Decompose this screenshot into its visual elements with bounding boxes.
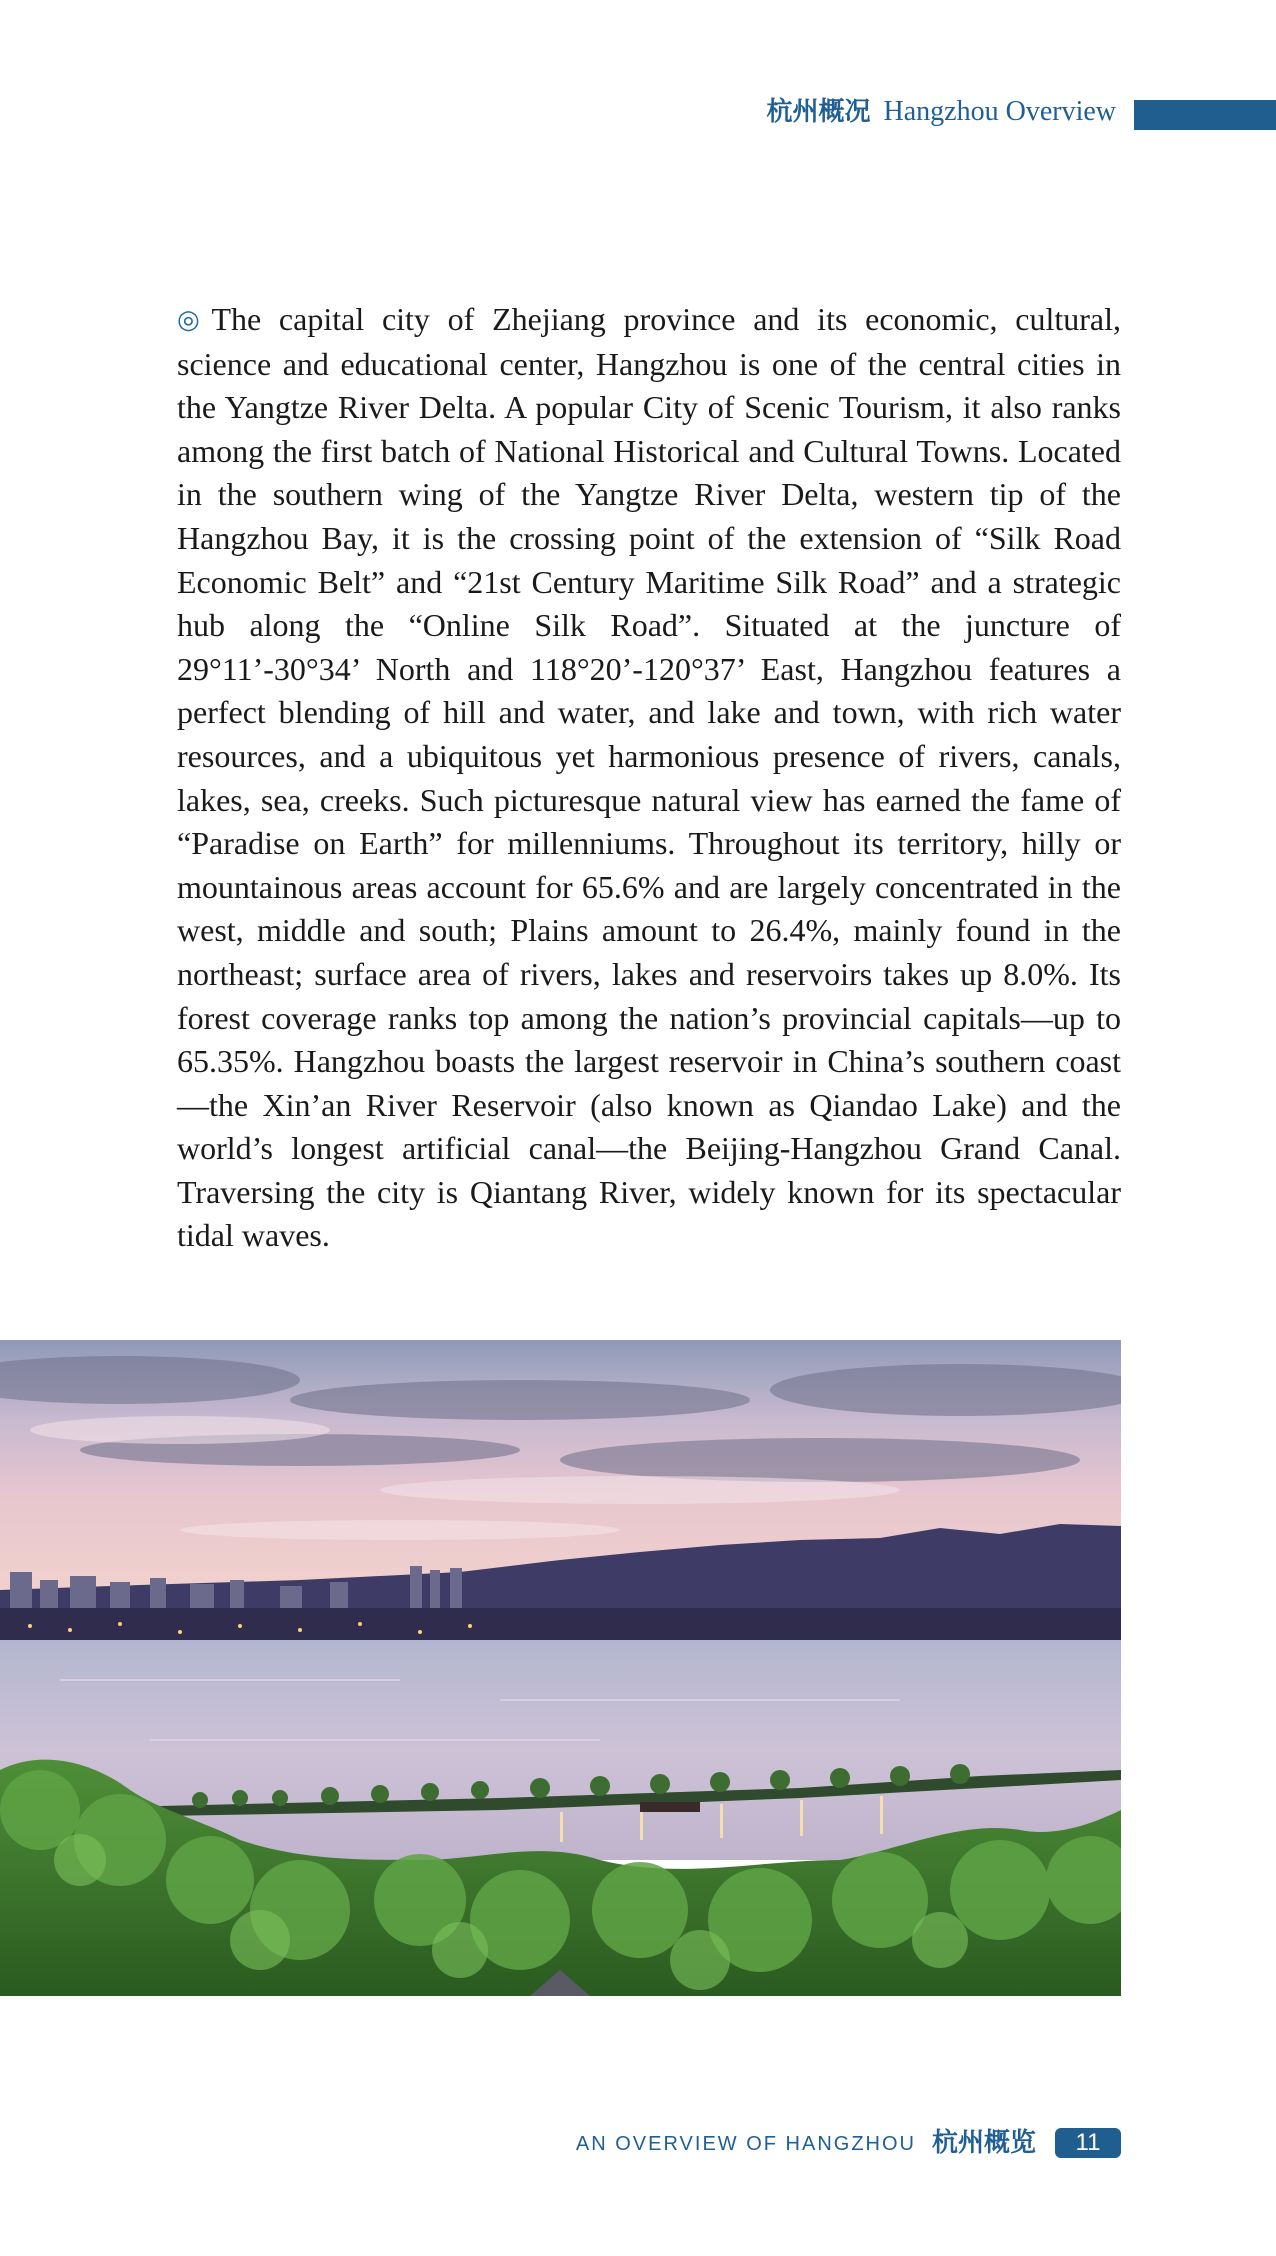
page-number: 11 [1055,2128,1121,2158]
header-accent-bar [1134,100,1276,130]
bullet-icon: ◎ [177,305,210,335]
page-header [0,92,1276,132]
footer-label-zh: 杭州概览 [931,2128,1036,2158]
footer-label-en: AN OVERVIEW OF HANGZHOU [575,2133,916,2155]
page-footer [0,2126,1276,2162]
landscape-illustration [0,1340,1121,1996]
body-paragraph-text: The capital city of Zhejiang province and its economic, cultural, science and educational center, Hangzhou is one of the central cities in the Yangtze River Delta. A popular City of Scenic Tourism, it also ranks among the first batch of National Historical and Cultural Towns. Located in the southern wing of the Yangtze River Delta, western tip of the Hangzhou Bay, it is the crossing point of the extension of “Silk Road Economic Belt” and “21st Century Maritime Silk Road” and a strategic hub along the “Online Silk Road”. Situated at the juncture of 29°11’-30°34’ North and 118°20’-120°37’ East, Hangzhou features a perfect blending of hill and water, and lake and town, with rich water resources, and a ubiquitous yet harmonious presence of rivers, canals, lakes, sea, creeks. Such picturesque natural view has earned the fame of “Paradise on Earth” for millenniums. Throughout its territory, hilly or mountainous areas account for 65.6% and are largely concentrated in the west, middle and south; Plains amount to 26.4%, mainly found in the northeast; surface area of rivers, lakes and reservoirs takes up 8.0%. Its forest coverage ranks top among the nation’s provincial capitals—up to 65.35%. Hangzhou boasts the largest reservoir in China’s southern coast—the Xin’an River Reservoir (also known as Qiandao Lake) and the world’s longest artificial canal—the Beijing-Hangzhou Grand Canal. Traversing the city is Qiantang River, widely known for its spectacular tidal waves. [177,301,1122,1254]
west-lake-photo [0,1340,1121,1996]
running-title-en: Hangzhou Overview [883,96,1116,127]
running-title-zh: 杭州概况 [766,97,871,127]
body-paragraph [177,298,1121,1258]
running-title [767,94,1117,130]
